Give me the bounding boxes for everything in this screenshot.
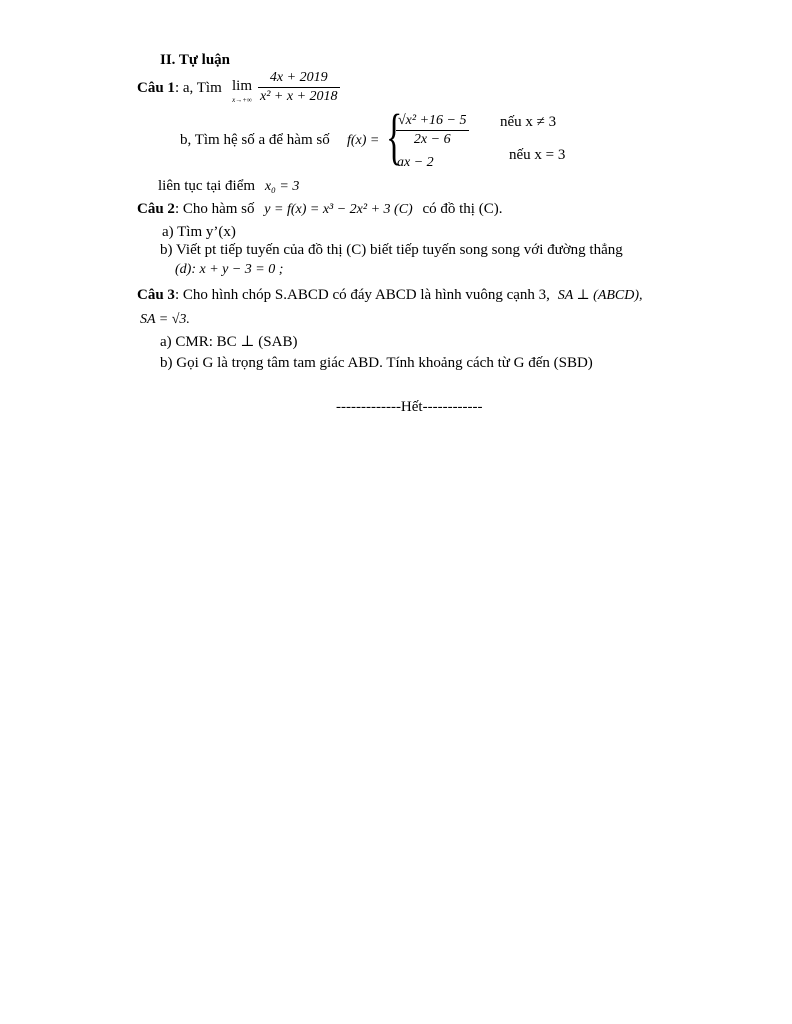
q2-part-b: b) Viết pt tiếp tuyến của đồ thị (C) biết tiếp tuyến song song với đường thẳng [160, 242, 623, 258]
q2-intro [137, 201, 502, 218]
q1-limit-operator [232, 79, 252, 107]
q1-piecewise-brace: { [386, 103, 403, 171]
q1-fx-label: f(x) = [347, 133, 380, 148]
q1-limit-fraction [258, 70, 340, 105]
q1-lim-word: lim [232, 78, 253, 94]
q1-case1-numerator: √x² +16 − 5 [396, 113, 469, 131]
section-heading: II. Tự luận [160, 52, 231, 68]
q3-sa: SA = √3. [140, 312, 190, 327]
q3-intro [137, 287, 643, 304]
q1-part-a [137, 80, 222, 97]
q1-lim-subscript: x→+∞ [232, 96, 252, 104]
q2-label: Câu 2 [137, 201, 175, 217]
q2-intro-text: : Cho hàm số [174, 201, 255, 217]
q3-part-a: a) CMR: BC ⊥ (SAB) [160, 334, 298, 350]
q1-lim-denominator: x² + x + 2018 [260, 89, 338, 104]
q1-lim-numerator: 4x + 2019 [258, 70, 340, 88]
q1-part-b-prefix: b, Tìm hệ số a để hàm số [180, 132, 330, 148]
q1-case1-condition: nếu x ≠ 3 [500, 114, 557, 130]
q1-label: Câu 1 [137, 80, 175, 96]
q1-continuity-text: liên tục tại điểm [158, 178, 256, 194]
q3-part-b: b) Gọi G là trọng tâm tam giác ABD. Tính khoảng cách từ G đến (SBD) [160, 355, 593, 371]
q3-label: Câu 3 [137, 287, 175, 303]
q1-case1-fraction [396, 113, 469, 148]
q1-continuity [158, 178, 299, 195]
q1-case2-expr: ax − 2 [397, 155, 434, 170]
q3-perp: SA ⊥ (ABCD), [557, 288, 643, 303]
q1-part-a-prefix: : a, Tìm [174, 80, 222, 96]
q1-point: x₀ = 3 [264, 179, 300, 194]
q1-case1-denominator: 2x − 6 [413, 132, 451, 147]
q2-part-a: a) Tìm y’(x) [162, 224, 236, 240]
q2-function: y = f(x) = x³ − 2x² + 3 (C) [264, 202, 413, 217]
q2-line-d: (d): x + y − 3 = 0 ; [175, 262, 284, 277]
q3-intro-text: : Cho hình chóp S.ABCD có đáy ABCD là hình vuông cạnh 3, [174, 287, 550, 303]
q2-intro-end: có đồ thị (C). [422, 201, 503, 217]
q1-case2-condition: nếu x = 3 [509, 147, 566, 163]
end-marker: -------------Hết------------ [336, 399, 483, 415]
